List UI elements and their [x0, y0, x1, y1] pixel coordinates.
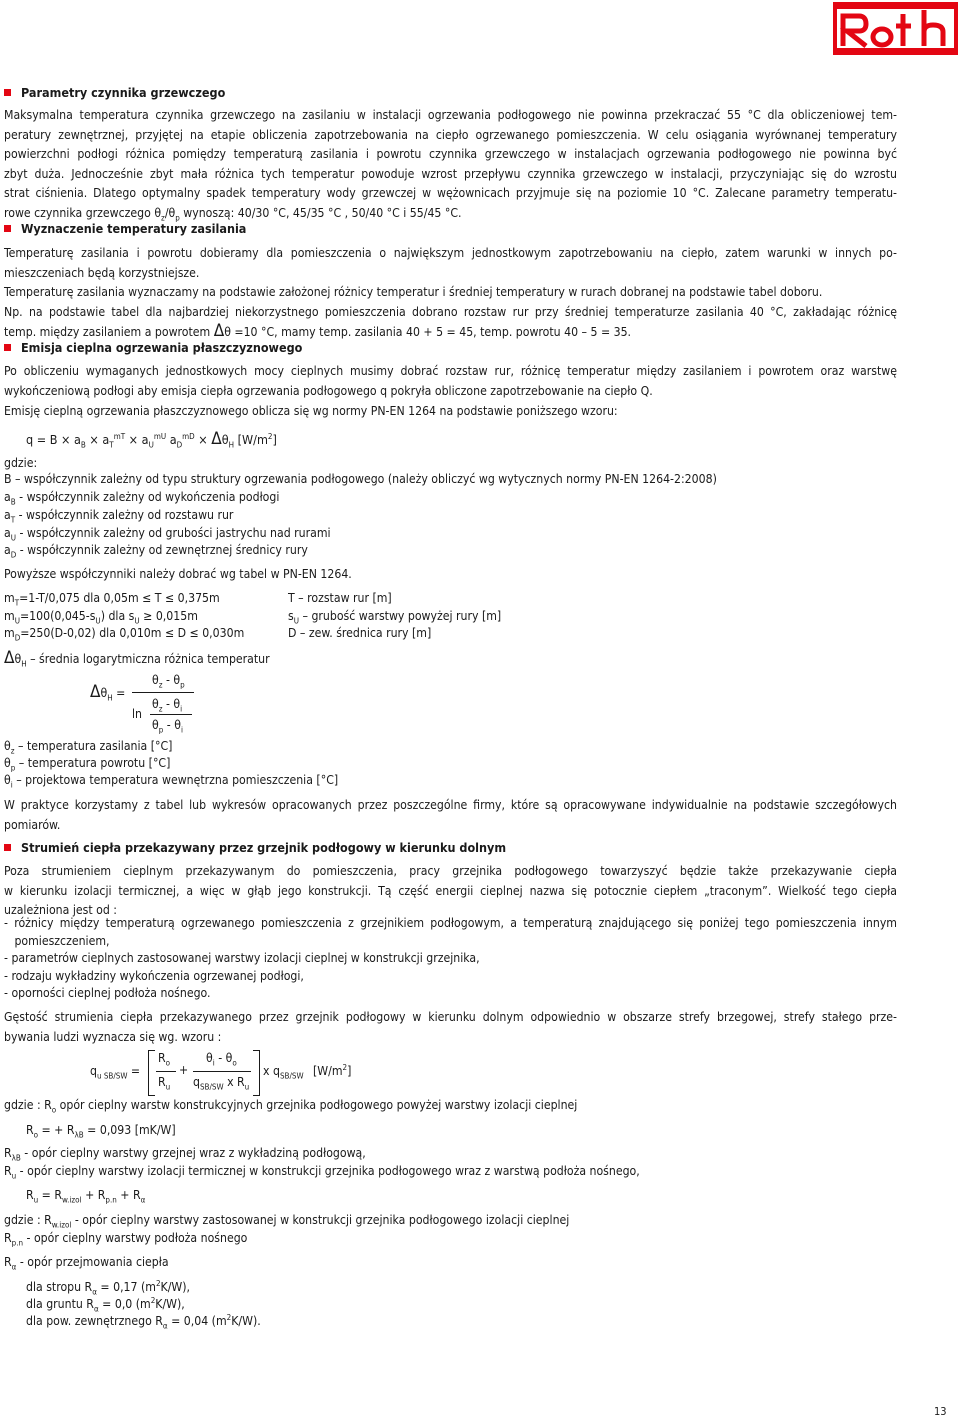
- paragraph: [4, 362, 897, 401]
- text-line: Maksymalna temperatura czynnika grzewczego na zasilaniu w instalacji ogrzewania podłogowego nie powinna przekraczać 55 °C dla obliczeniowej tem-: [4, 108, 897, 122]
- fraction-line: [150, 714, 192, 715]
- theta-def-line: $\theta_z$ – temperatura zasilania [°C]: [4, 739, 173, 756]
- right-bracket: [253, 1050, 260, 1096]
- def-line: $a_U$ - współczynnik zależny od grubości jastrychu nad rurami: [4, 526, 331, 543]
- roth-logo: [833, 2, 958, 55]
- text-line: Gęstość strumienia ciepła przekazywanego przez grzejnik podłogowy w kierunku dolnym odpowiednio w obszarze strefy brzegowej, strefy stałego prze-: [4, 1010, 897, 1024]
- ru-denominator: $R_u$: [158, 1075, 171, 1092]
- section-heading: Wyznaczenie temperatury zasilania: [4, 221, 246, 236]
- text-line: Emisję cieplną ogrzewania płaszczyznowego oblicza się wg normy PN-EN 1264 na podstawie poniższego wzoru:: [4, 404, 618, 418]
- case-line: dla stropu $R_\alpha = 0,17$ $(m^2K/W)$,: [26, 1278, 191, 1297]
- text-line: rowe czynnika grzewczego $\theta_z/\theta_p$ wynoszą: 40/30 °C, 45/35 °C , 50/40 °C i 55/45 °C.: [4, 205, 462, 222]
- theta-def-line: $\theta_p$ – temperatura powrotu [°C]: [4, 756, 171, 773]
- dth-inner-numerator: $\theta_z - \theta_i$: [152, 697, 183, 714]
- section-heading: Emisja cieplna ogrzewania płaszczyznowego: [4, 340, 302, 355]
- q-denominator: $q_{SB/SW}$ x $R_u$: [193, 1075, 250, 1092]
- ro-numerator: $R_o$: [158, 1051, 171, 1068]
- text-line: temp. między zasilaniem a powrotem Δθ =10 °C, mamy temp. zasilania 40 + 5 = 45, temp. powrotu 40 – 5 = 35.: [4, 321, 632, 341]
- case-line: dla pow. zewnętrznego $R_\alpha = 0,04$ $(m^2K/W)$.: [26, 1312, 261, 1331]
- ln-label: ln: [132, 707, 142, 721]
- q-unit: $[W/m^2]$: [313, 1062, 352, 1078]
- dth-lhs: $\Delta\theta_H$ =: [90, 682, 126, 703]
- text-line: W praktyce korzystamy z tabel lub wykresów opracowanych przez poszczególne firmy, które są opracowywane indywidualnie na podstawie szczegółowych: [4, 798, 897, 812]
- q-times: x $q_{SB/SW}$: [263, 1064, 304, 1081]
- text-line: zbyt duża. Jednocześnie zbyt mała różnica tych temperatur powoduje wzrost przepływu czynnika grzewczego w instalacji, przyczyniając się do wzrostu: [4, 166, 897, 181]
- m-line: $m_U=100(0,045-s_U)$ dla $s_U \ge 0,015m$: [4, 609, 198, 626]
- m-def-line: $s_U$ – grubość warstwy powyżej rury [m]: [288, 609, 502, 626]
- def-line: $R_\alpha$ - opór przejmowania ciepła: [4, 1255, 169, 1272]
- text-line: Poza strumieniem cieplnym przekazywanym do pomieszczenia, pracy grzejnika podłogowego towarzyszyć będzie także przekazywanie ciepła: [4, 864, 897, 878]
- text-line: wykończeniową podłogi aby emisja ciepła ogrzewania podłogowego q pokryła obliczone zapotrzebowanie na ciepło Q.: [4, 383, 653, 398]
- q-lhs: $q_{u SB/SW}$ =: [90, 1064, 141, 1081]
- case-line: dla gruntu $R_\alpha = 0,0$ $(m^2K/W)$,: [26, 1295, 185, 1314]
- text-line: Temperaturę zasilania wyznaczamy na podstawie założonej różnicy temperatur i średniej temperatury w rurach dobranej na podstawie tabel doboru.: [4, 285, 823, 299]
- def-line: $a_T$ - współczynnik zależny od rozstawu rur: [4, 508, 234, 525]
- dth-def-line: $\Delta\theta_H$ – średnia logarytmiczna różnica temperatur: [4, 648, 270, 669]
- text-line: pomiarów.: [4, 817, 61, 832]
- plus-sign: +: [179, 1063, 189, 1077]
- equation-line: $R_u = R_{w.izol} + R_{p.n} + R_\alpha$: [26, 1188, 146, 1205]
- bullet-list: [4, 915, 897, 1003]
- text-line: mieszczeniach będą korzystniejsze.: [4, 265, 200, 280]
- list-item: pomieszczeniem,: [4, 933, 110, 948]
- bullet-square-icon: [4, 89, 11, 96]
- theta-numerator: $\theta_i - \theta_o$: [206, 1051, 237, 1068]
- fraction-line: [132, 692, 194, 693]
- def-line: $a_D$ - współczynnik zależny od zewnętrznej średnicy rury: [4, 543, 308, 560]
- def-line: $R_{p.n}$ - opór cieplny warstwy podłoża nośnego: [4, 1231, 248, 1248]
- left-bracket: [148, 1050, 155, 1096]
- fraction-line: [193, 1071, 251, 1072]
- text-line: peratury zewnętrznej, przyjętej na etapie obliczenia zapotrzebowania na ciepło ogrzewanego pomieszczenia. W celu osiągania wyrównanej temperatury: [4, 127, 897, 142]
- text-line: Temperaturę zasilania i powrotu dobieramy dla pomieszczenia o największym jednostkowym zapotrzebowaniu na ciepło, zatem warunki w innych po-: [4, 246, 897, 260]
- def-line: $a_B$ - współczynnik zależny od wykończenia podłogi: [4, 490, 280, 507]
- text-line: Po obliczeniu wymaganych jednostkowych mocy cieplnych musimy dobrać rozstaw rur, różnicę temperatur między zasilaniem i powrotem oraz warstwę: [4, 364, 897, 378]
- fraction-line: [156, 1071, 176, 1072]
- text-line: powierzchni podłogi różnica pomiędzy temperaturą zasilania i powrotu czynnika grzewczego w instalacjach ogrzewania podłogowego nie powinna być: [4, 147, 897, 161]
- def-line: B – współczynnik zależny od typu struktury ogrzewania podłogowego (należy obliczyć wg wytycznych normy PN-EN 1264-2:2008): [4, 472, 717, 486]
- def-line: gdzie : $R_{w.izol}$ - opór cieplny warstwy zastosowanej w konstrukcji grzejnika podłogowego izolacji cieplnej: [4, 1213, 570, 1230]
- dth-inner-denominator: $\theta_p - \theta_i$: [152, 718, 183, 735]
- text-line: Powyższe współczynniki należy dobrać wg tabel w PN-EN 1264.: [4, 567, 352, 581]
- text-line: Np. na podstawie tabel dla najbardziej niekorzystnego pomieszczenia dobrano rozstaw rur przy średniej temperaturze zasilania 40 °C, zakładając różnicę: [4, 304, 897, 319]
- def-line: gdzie : $R_o$ opór cieplny warstw konstrukcyjnych grzejnika podłogowego powyżej warstwy izolacji cieplnej: [4, 1098, 578, 1115]
- m-def-line: D – zew. średnica rury [m]: [288, 626, 432, 640]
- text-line: gdzie:: [4, 456, 38, 470]
- formula-q: $q = B \times a_B \times a_T^{mT} \times a_U^{mU}$ $a_D^{mD} \times \Delta\theta_H$ $[W/m^2]$: [26, 429, 277, 450]
- theta-def-line: $\theta_i$ – projektowa temperatura wewnętrzna pomieszczenia [°C]: [4, 773, 339, 790]
- list-item: - oporności cieplnej podłoża nośnego.: [4, 986, 211, 1000]
- text-line: w kierunku izolacji termicznej, a więc w głąb jego konstrukcji. Tą część energii cieplnej nazwa się potocznie ciepłem „traconym”. Wielkość tego ciepła: [4, 883, 897, 898]
- m-line: $m_D=250(D-0,02)$ dla 0,010m ≤ D ≤ 0,030m: [4, 626, 245, 643]
- list-item: - rodzaju wykładziny wykończenia ogrzewanej podłogi,: [4, 968, 304, 983]
- paragraph: [4, 796, 897, 835]
- m-def-line: T – rozstaw rur [m]: [288, 591, 392, 605]
- paragraph: [4, 244, 897, 343]
- section-heading: Parametry czynnika grzewczego: [4, 85, 225, 100]
- equation-line: $R_o$ = + $R_{\lambda B} = 0,093$ [mK/W]: [26, 1123, 176, 1140]
- list-item: - parametrów cieplnych zastosowanej warstwy izolacji cieplnej w konstrukcji grzejnika,: [4, 951, 480, 965]
- bullet-square-icon: [4, 844, 11, 851]
- text-line: bywania ludzi wyznacza się wg. wzoru :: [4, 1029, 222, 1044]
- text-line: uzależniona jest od :: [4, 903, 117, 917]
- dth-numerator: $\theta_z - \theta_p$: [152, 673, 185, 690]
- paragraph: [4, 1008, 897, 1047]
- section-heading: Strumień ciepła przekazywany przez grzejnik podłogowy w kierunku dolnym: [4, 840, 506, 855]
- def-line: $R_u$ - opór cieplny warstwy izolacji termicznej w konstrukcji grzejnika podłogowego wraz z warstwą podłoża nośnego,: [4, 1164, 640, 1181]
- page-number: 13: [934, 1405, 947, 1418]
- list-item: - różnicy między temperaturą ogrzewanego pomieszczenia z grzejnikiem podłogowym, a temperaturą znajdującego się poniżej tego pomieszczenia innym: [4, 916, 897, 930]
- paragraph: [4, 106, 897, 223]
- paragraph: [4, 862, 897, 921]
- bullet-square-icon: [4, 344, 11, 351]
- def-line: $R_{\lambda B}$ - opór cieplny warstwy grzejnej wraz z wykładziną podłogową,: [4, 1146, 366, 1163]
- text-line: strat ciśnienia. Dlatego optymalny spadek temperatury wody grzewczej w wężownicach przyjmuje się na poziomie 10 °C. Zalecane parametry temperatu-: [4, 186, 897, 200]
- m-line: $m_T=1-T/0,075$ dla 0,05m ≤ T ≤ 0,375m: [4, 591, 220, 608]
- bullet-square-icon: [4, 225, 11, 232]
